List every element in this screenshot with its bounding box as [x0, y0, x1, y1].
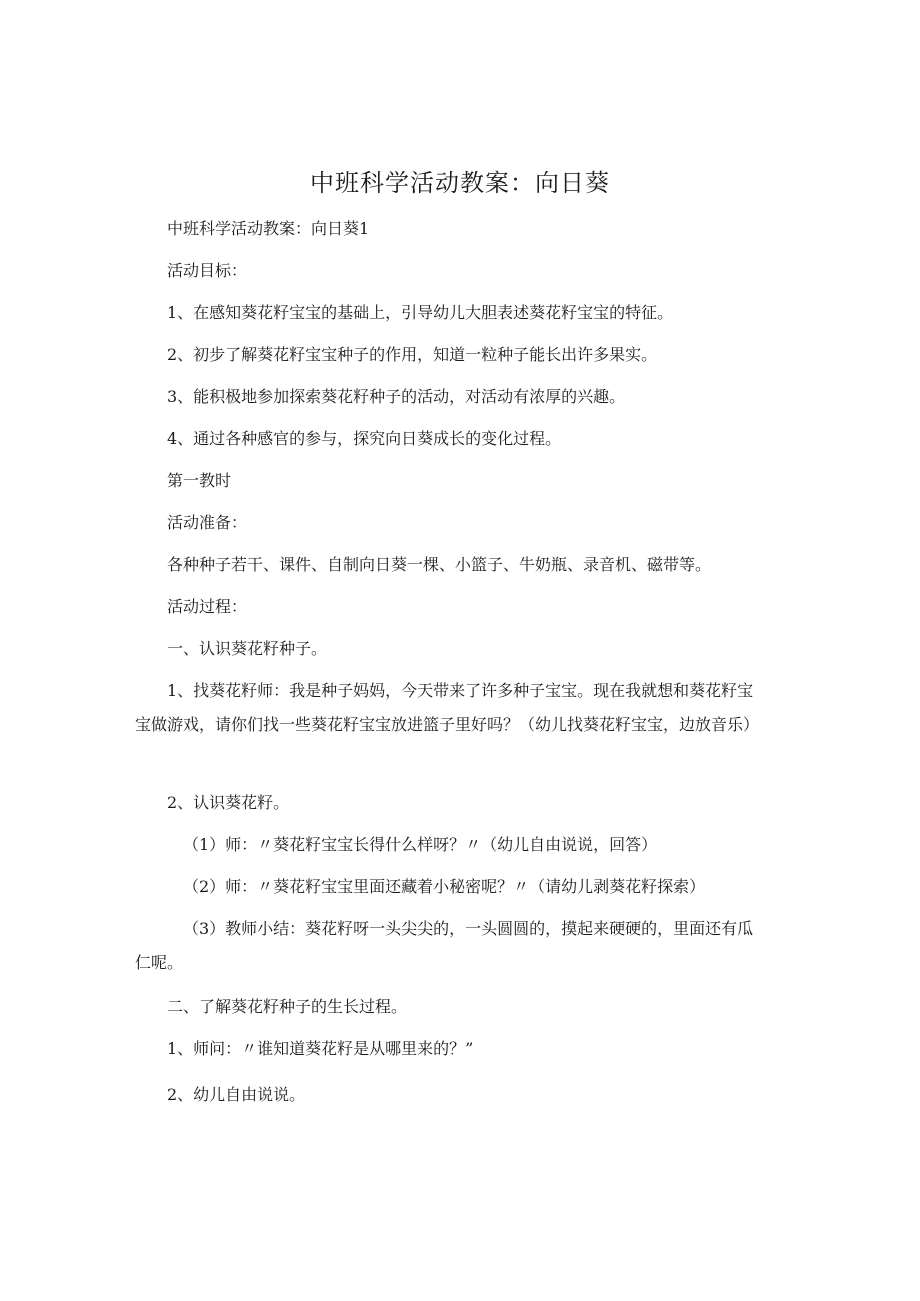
- process-substep-3: （3）教师小结：葵花籽呀一头尖尖的，一头圆圆的，摸起来硬硬的，里面还有瓜仁呢。: [135, 919, 754, 972]
- process-substep-2: （2）师：〃葵花籽宝宝里面还藏着小秘密呢？〃（请幼儿剥葵花籽探索）: [183, 877, 706, 896]
- process-step-1-2: 2、认识葵花籽。: [167, 793, 290, 812]
- subtitle-paragraph: 中班科学活动教案：向日葵1: [167, 219, 370, 238]
- process-step-2-1: 1、师问：〃谁知道葵花籽是从哪里来的？”: [167, 1039, 474, 1058]
- process-step-2-2: 2、幼儿自由说说。: [167, 1085, 306, 1104]
- page-title: 中班科学活动教案：向日葵: [310, 169, 610, 197]
- goal-item-1: 1、在感知葵花籽宝宝的基础上，引导幼儿大胆表述葵花籽宝宝的特征。: [167, 303, 674, 322]
- goal-item-2: 2、初步了解葵花籽宝宝种子的作用，知道一粒种子能长出许多果实。: [167, 345, 658, 364]
- goal-item-4: 4、通过各种感官的参与，探究向日葵成长的变化过程。: [167, 429, 562, 448]
- process-step-1-1: 1、找葵花籽师：我是种子妈妈，今天带来了许多种子宝宝。现在我就想和葵花籽宝宝做游戏，请你们找一些葵花籽宝宝放进篮子里好吗？（幼儿找葵花籽宝宝，边放音乐）: [135, 681, 760, 734]
- preparation-materials: 各种种子若干、课件、自制向日葵一棵、小篮子、牛奶瓶、录音机、磁带等。: [167, 555, 712, 574]
- process-substep-1: （1）师：〃葵花籽宝宝长得什么样呀？〃（幼儿自由说说，回答）: [183, 835, 658, 854]
- section-heading-process: 活动过程：: [167, 597, 248, 616]
- process-step-2-heading: 二、了解葵花籽种子的生长过程。: [167, 997, 408, 1016]
- section-heading-goals: 活动目标：: [167, 261, 248, 280]
- section-heading-preparation: 活动准备：: [167, 513, 248, 532]
- goal-item-3: 3、能积极地参加探索葵花籽种子的活动，对活动有浓厚的兴趣。: [167, 387, 626, 406]
- process-step-1-heading: 一、认识葵花籽种子。: [167, 639, 328, 658]
- lesson-period-heading: 第一教时: [167, 471, 232, 490]
